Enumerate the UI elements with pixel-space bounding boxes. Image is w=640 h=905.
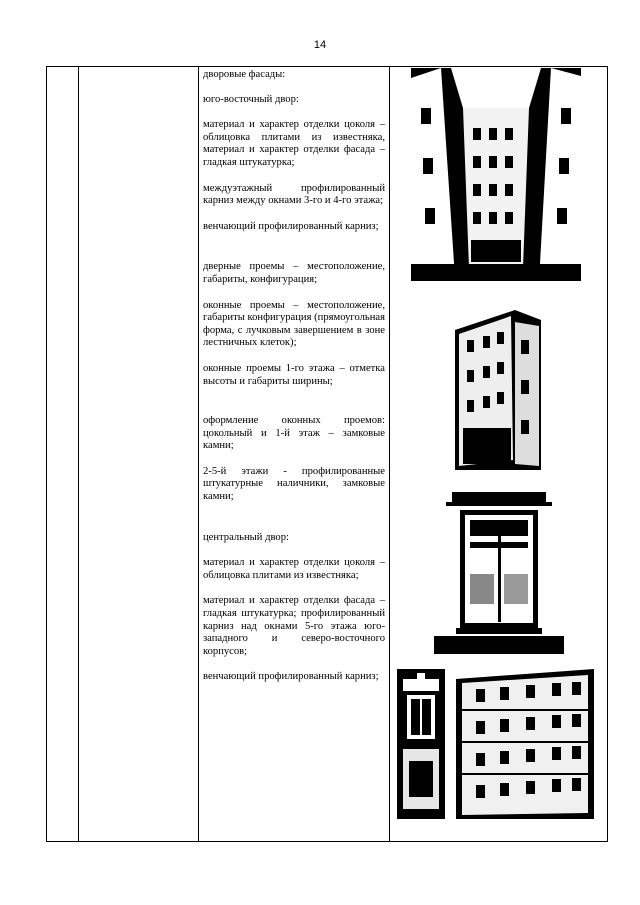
page-number: 14 <box>313 39 327 51</box>
photo-window-openings <box>455 300 541 470</box>
paragraph-ground-windows: оконные проемы 1-го этажа – отметка высоты и габариты ширины; <box>203 362 385 387</box>
table-border-right <box>607 67 608 841</box>
paragraph-central-facade: материал и характер отделки фасада – гладкая штукатурка; профилированный карниз над окнами 5-го этажа юго-западного и северо-восточного корпусов; <box>203 595 385 657</box>
paragraph-window-decor: оформление оконных проемов: цокольный и 1-й этаж – замковые камни; <box>203 415 385 452</box>
photo-keystone-window <box>397 669 445 819</box>
paragraph-door-openings: дверные проемы – местоположение, габариты, конфигурация; <box>203 261 385 285</box>
paragraph-southeast-yard: юго-восточный двор: <box>203 93 299 105</box>
column-divider-2 <box>198 67 199 841</box>
description-column <box>203 69 385 684</box>
photo-central-courtyard <box>456 669 594 819</box>
table-border-left <box>46 67 47 841</box>
paragraph-plinth-finish: материал и характер отделки цоколя – облицовка плитами из известняка, материал и характер отделки фасада – гладкая штукатурка; <box>203 119 385 168</box>
paragraph-interfloor-cornice: междуэтажный профилированный карниз между окнами 3-го и 4-го этажа; <box>203 182 385 207</box>
paragraph-window-openings: оконные проемы – местоположение, габариты конфигурация (прямоугольная форма, с лучковым завершением в зоне лестничных клеток); <box>203 299 385 349</box>
column-divider-1 <box>78 67 79 841</box>
paragraph-central-yard: центральный двор: <box>203 531 289 543</box>
paragraph-central-cornice: венчающий профилированный карниз; <box>203 671 379 683</box>
paragraph-upper-floors: 2-5-й этажи - профилированные штукатурные наличники, замковые камни; <box>203 465 385 503</box>
photo-window-surround <box>434 484 564 654</box>
paragraph-courtyard-facades: дворовые фасады: <box>203 69 286 80</box>
paragraph-crowning-cornice: венчающий профилированный карниз; <box>203 220 379 232</box>
paragraph-central-plinth: материал и характер отделки цоколя – облицовка плитами из известняка; <box>203 557 385 581</box>
photo-courtyard-facade <box>411 68 581 281</box>
column-divider-3 <box>389 67 390 841</box>
